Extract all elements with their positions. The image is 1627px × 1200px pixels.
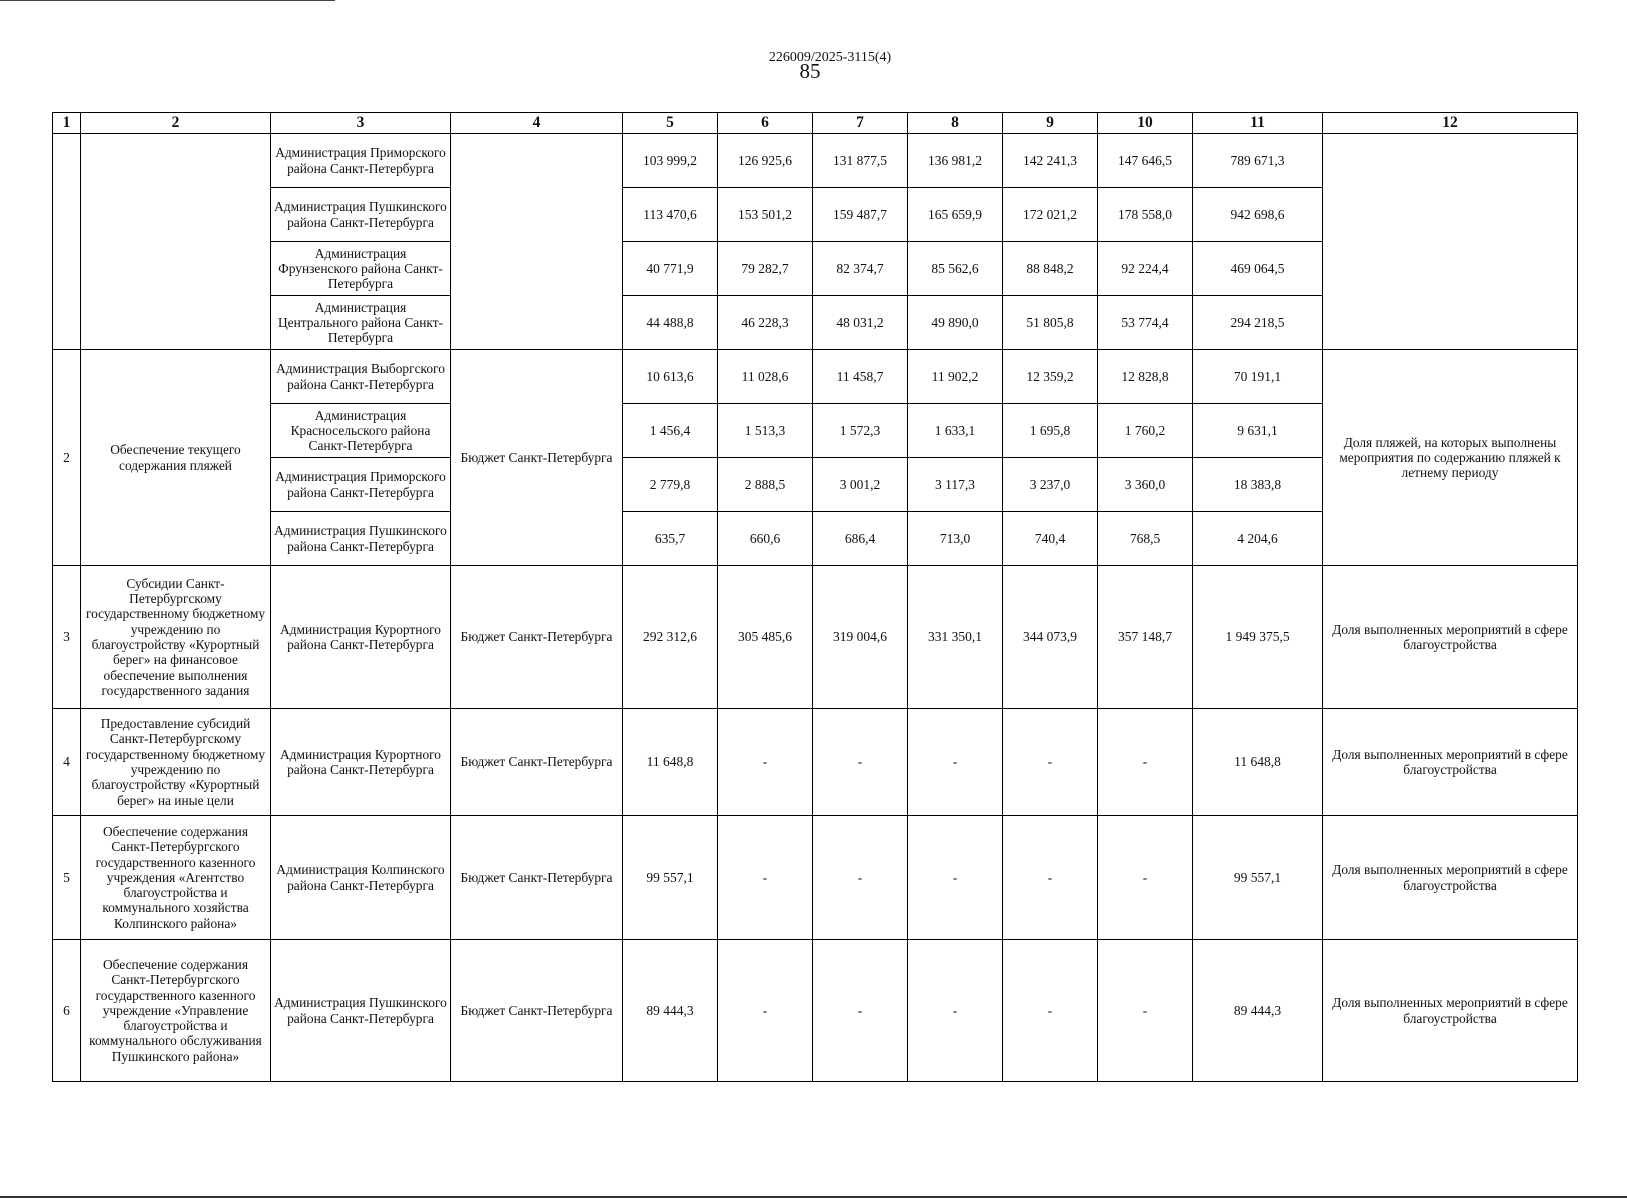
col-header-8: 8	[908, 113, 1003, 134]
cell-value: 89 444,3	[623, 940, 718, 1082]
col-header-4: 4	[451, 113, 623, 134]
cell-value: 11 902,2	[908, 350, 1003, 404]
cell-value: 357 148,7	[1098, 566, 1193, 709]
cell-value: 11 458,7	[813, 350, 908, 404]
cell-value: 99 557,1	[623, 816, 718, 940]
cell-value: 305 485,6	[718, 566, 813, 709]
cell-total: 99 557,1	[1193, 816, 1323, 940]
cell-value: 660,6	[718, 512, 813, 566]
cell-value: -	[908, 816, 1003, 940]
cell-value: 12 359,2	[1003, 350, 1098, 404]
cell-value: 331 350,1	[908, 566, 1003, 709]
cell-total: 294 218,5	[1193, 296, 1323, 350]
cell-value: 178 558,0	[1098, 188, 1193, 242]
cell-value: 1 695,8	[1003, 404, 1098, 458]
cell-value: 344 073,9	[1003, 566, 1098, 709]
cell-no: 3	[53, 566, 81, 709]
top-scan-line	[0, 0, 335, 1]
cell-executor: Администрация Курортного района Санкт-Петербурга	[271, 709, 451, 816]
bottom-scan-line	[0, 1196, 1627, 1198]
cell-value: 44 488,8	[623, 296, 718, 350]
document-reference-number: 226009/2025-3115(4)	[768, 50, 892, 65]
cell-value: 142 241,3	[1003, 134, 1098, 188]
cell-total: 11 648,8	[1193, 709, 1323, 816]
budget-table	[52, 112, 1578, 1082]
table-row	[53, 816, 1578, 940]
col-header-6: 6	[718, 113, 813, 134]
col-header-7: 7	[813, 113, 908, 134]
cell-value: 103 999,2	[623, 134, 718, 188]
cell-executor: Администрация Пушкинского района Санкт-Петербурга	[271, 512, 451, 566]
col-header-11: 11	[1193, 113, 1323, 134]
cell-total: 89 444,3	[1193, 940, 1323, 1082]
cell-executor: Администрация Фрунзенского района Санкт-Петербурга	[271, 242, 451, 296]
col-header-9: 9	[1003, 113, 1098, 134]
cell-value: 2 779,8	[623, 458, 718, 512]
cell-executor: Администрация Курортного района Санкт-Петербурга	[271, 566, 451, 709]
cell-indicator: Доля выполненных мероприятий в сфере благоустройства	[1323, 816, 1578, 940]
cell-no: 5	[53, 816, 81, 940]
cell-value: -	[908, 940, 1003, 1082]
cell-indicator: Доля выполненных мероприятий в сфере благоустройства	[1323, 709, 1578, 816]
cell-value: 153 501,2	[718, 188, 813, 242]
cell-value: 292 312,6	[623, 566, 718, 709]
cell-executor: Администрация Пушкинского района Санкт-Петербурга	[271, 188, 451, 242]
table-row	[53, 566, 1578, 709]
cell-executor: Администрация Приморского района Санкт-Петербурга	[271, 134, 451, 188]
cell-value: 92 224,4	[1098, 242, 1193, 296]
cell-value: -	[1003, 709, 1098, 816]
col-header-10: 10	[1098, 113, 1193, 134]
col-header-2: 2	[81, 113, 271, 134]
col-header-1: 1	[53, 113, 81, 134]
cell-value: 3 001,2	[813, 458, 908, 512]
col-header-3: 3	[271, 113, 451, 134]
header-row	[53, 113, 1578, 134]
cell-value: 11 028,6	[718, 350, 813, 404]
cell-no: 4	[53, 709, 81, 816]
cell-value: 48 031,2	[813, 296, 908, 350]
cell-executor: Администрация Красносельского района Санкт-Петербурга	[271, 404, 451, 458]
cell-value: 3 360,0	[1098, 458, 1193, 512]
cell-value: 11 648,8	[623, 709, 718, 816]
cell-value: 768,5	[1098, 512, 1193, 566]
cell-total: 789 671,3	[1193, 134, 1323, 188]
cell-value: 1 456,4	[623, 404, 718, 458]
cell-executor: Администрация Пушкинского района Санкт-Петербурга	[271, 940, 451, 1082]
cell-value: -	[1003, 940, 1098, 1082]
cell-value: -	[718, 816, 813, 940]
cell-value: 82 374,7	[813, 242, 908, 296]
cell-value: -	[813, 940, 908, 1082]
cell-value: 49 890,0	[908, 296, 1003, 350]
col-header-5: 5	[623, 113, 718, 134]
cell-executor: Администрация Центрального района Санкт-Петербурга	[271, 296, 451, 350]
cell-executor: Администрация Колпинского района Санкт-Петербурга	[271, 816, 451, 940]
cell-value: -	[908, 709, 1003, 816]
cell-value: 40 771,9	[623, 242, 718, 296]
cell-value: -	[1098, 709, 1193, 816]
page-number: 85	[799, 59, 821, 83]
cell-value: -	[1098, 940, 1193, 1082]
cell-indicator: Доля пляжей, на которых выполнены мероприятия по содержанию пляжей к летнему периоду	[1323, 350, 1578, 566]
table-row	[53, 940, 1578, 1082]
cell-value: 319 004,6	[813, 566, 908, 709]
cell-value: 46 228,3	[718, 296, 813, 350]
cell-activity: Обеспечение содержания Санкт-Петербургского государственного казенного учреждение «Управление благоустройства и коммунального обслуживания Пушкинского района»	[81, 940, 271, 1082]
cell-value: 136 981,2	[908, 134, 1003, 188]
cell-total: 18 383,8	[1193, 458, 1323, 512]
cell-value: 53 774,4	[1098, 296, 1193, 350]
cell-activity: Обеспечение текущего содержания пляжей	[81, 350, 271, 566]
cell-value: 88 848,2	[1003, 242, 1098, 296]
cell-value: 635,7	[623, 512, 718, 566]
cell-value: 1 513,3	[718, 404, 813, 458]
cell-value: 131 877,5	[813, 134, 908, 188]
cell-value: 12 828,8	[1098, 350, 1193, 404]
cell-indicator: Доля выполненных мероприятий в сфере благоустройства	[1323, 940, 1578, 1082]
cell-value: 1 760,2	[1098, 404, 1193, 458]
cell-value: 147 646,5	[1098, 134, 1193, 188]
cell-total: 1 949 375,5	[1193, 566, 1323, 709]
cell-no: 2	[53, 350, 81, 566]
cell-value: -	[718, 709, 813, 816]
cell-value: 3 237,0	[1003, 458, 1098, 512]
cell-indicator: Доля выполненных мероприятий в сфере благоустройства	[1323, 566, 1578, 709]
cell-value: 686,4	[813, 512, 908, 566]
cell-activity: Предоставление субсидий Санкт-Петербургскому государственному бюджетному учреждению по благоустройству «Курортный берег» на иные цели	[81, 709, 271, 816]
table-row	[53, 709, 1578, 816]
cell-value: 85 562,6	[908, 242, 1003, 296]
cell-value: 10 613,6	[623, 350, 718, 404]
cell-activity: Субсидии Санкт-Петербургскому государственному бюджетному учреждению по благоустройству «Курортный берег» на финансовое обеспечение выполнения государственного задания	[81, 566, 271, 709]
cell-source: Бюджет Санкт-Петербурга	[451, 940, 623, 1082]
cell-source: Бюджет Санкт-Петербурга	[451, 350, 623, 566]
cell-value: 165 659,9	[908, 188, 1003, 242]
cell-total: 469 064,5	[1193, 242, 1323, 296]
col-header-12: 12	[1323, 113, 1578, 134]
cell-value: 113 470,6	[623, 188, 718, 242]
cell-activity-empty	[81, 134, 271, 350]
cell-source: Бюджет Санкт-Петербурга	[451, 709, 623, 816]
cell-source: Бюджет Санкт-Петербурга	[451, 816, 623, 940]
cell-value: -	[1003, 816, 1098, 940]
cell-value: 1 572,3	[813, 404, 908, 458]
cell-value: 159 487,7	[813, 188, 908, 242]
cell-no-empty	[53, 134, 81, 350]
cell-value: 2 888,5	[718, 458, 813, 512]
cell-total: 4 204,6	[1193, 512, 1323, 566]
cell-source: Бюджет Санкт-Петербурга	[451, 566, 623, 709]
cell-total: 70 191,1	[1193, 350, 1323, 404]
cell-source-empty	[451, 134, 623, 350]
cell-activity: Обеспечение содержания Санкт-Петербургского государственного казенного учреждения «Агентство благоустройства и коммунального хозяйства Колпинского района»	[81, 816, 271, 940]
cell-value: 3 117,3	[908, 458, 1003, 512]
cell-value: 126 925,6	[718, 134, 813, 188]
cell-executor: Администрация Выборгского района Санкт-Петербурга	[271, 350, 451, 404]
cell-value: -	[718, 940, 813, 1082]
cell-value: -	[813, 709, 908, 816]
table-row	[53, 134, 1578, 188]
cell-value: 740,4	[1003, 512, 1098, 566]
cell-total: 942 698,6	[1193, 188, 1323, 242]
cell-value: 713,0	[908, 512, 1003, 566]
cell-total: 9 631,1	[1193, 404, 1323, 458]
cell-value: -	[813, 816, 908, 940]
cell-value: 51 805,8	[1003, 296, 1098, 350]
cell-no: 6	[53, 940, 81, 1082]
cell-value: -	[1098, 816, 1193, 940]
cell-value: 1 633,1	[908, 404, 1003, 458]
cell-indicator-empty	[1323, 134, 1578, 350]
table-row	[53, 350, 1578, 404]
cell-executor: Администрация Приморского района Санкт-Петербурга	[271, 458, 451, 512]
cell-value: 172 021,2	[1003, 188, 1098, 242]
cell-value: 79 282,7	[718, 242, 813, 296]
